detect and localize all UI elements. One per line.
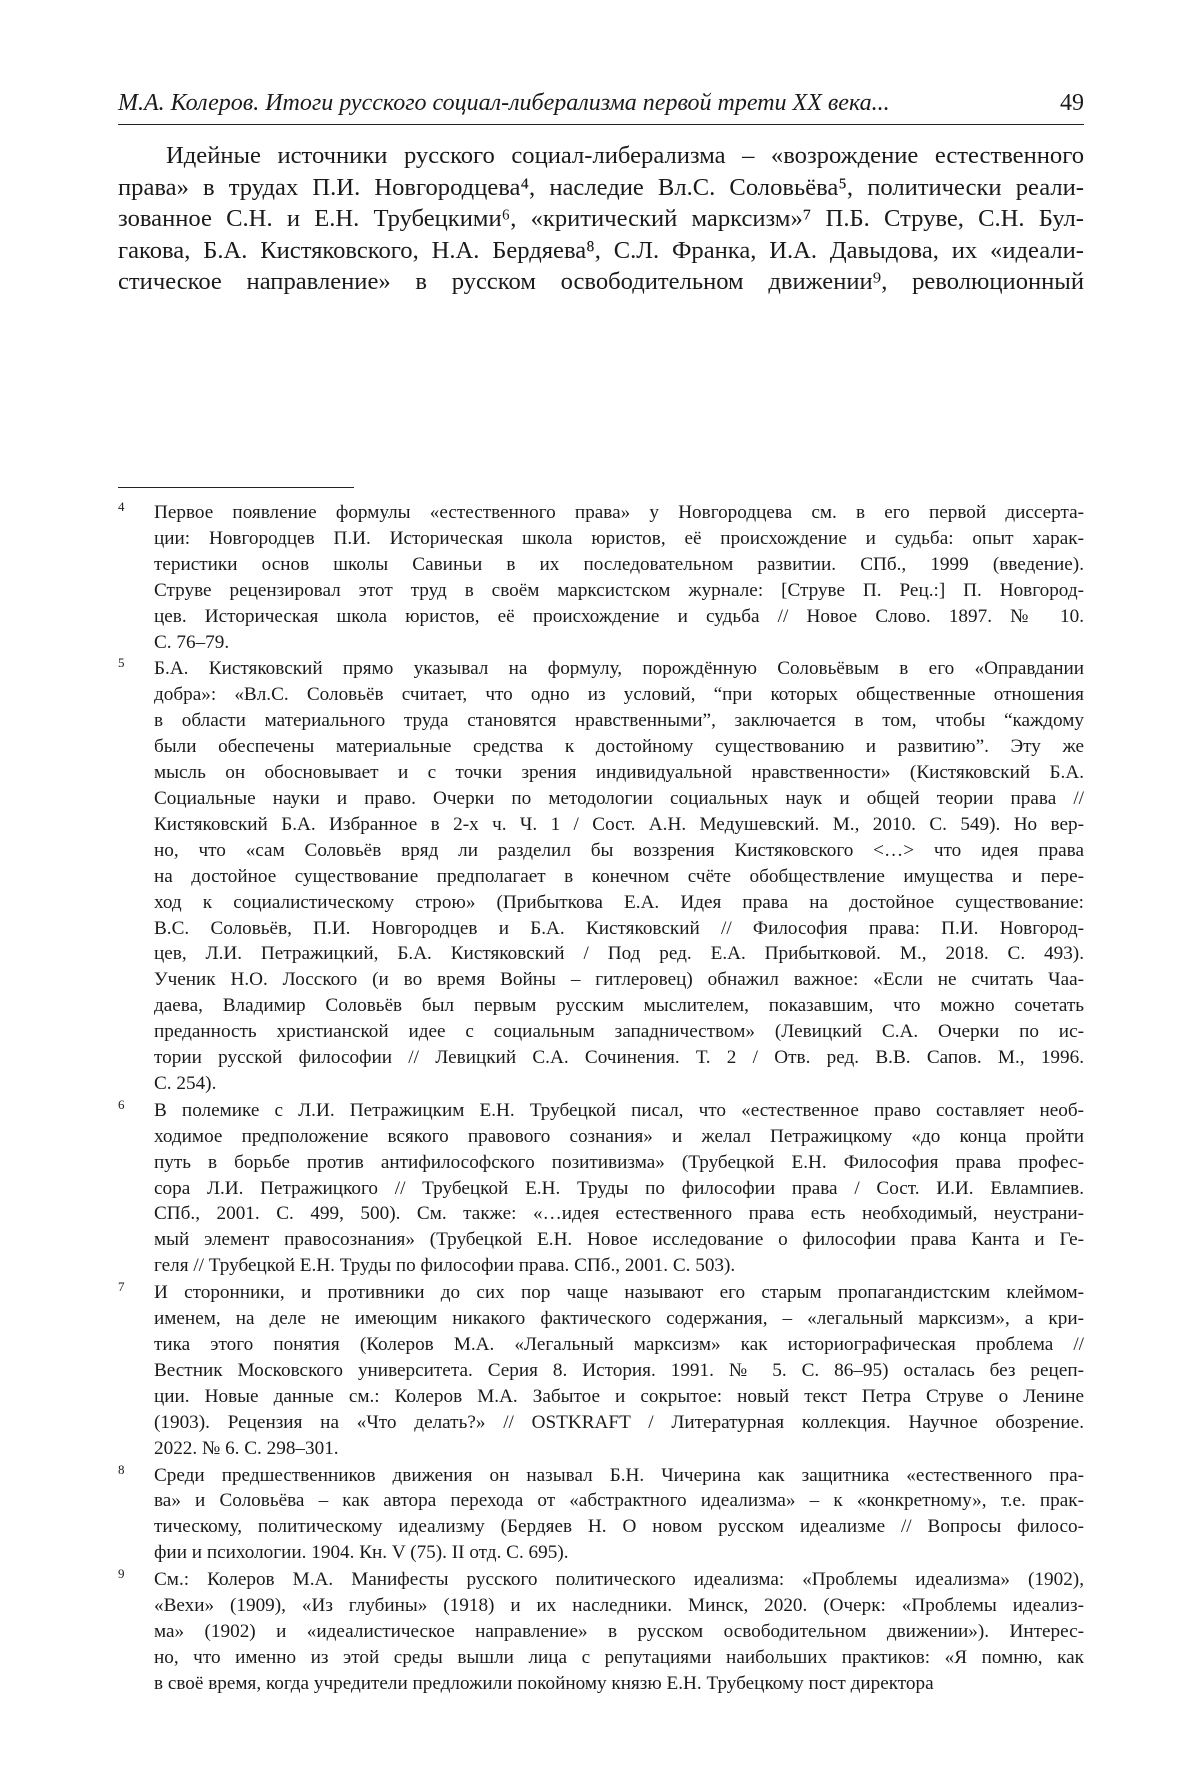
footnote-line: путь в борьбе против антифилософского позитивизма» (Трубецкой Е.Н. Философия права профес-	[154, 1151, 1084, 1173]
footnote-line: ции: Новгородцев П.И. Историческая школа юристов, её происхождение и судьба: опыт харак-	[154, 527, 1084, 549]
footnote-7	[118, 1280, 1084, 1461]
footnote-line: цев, Л.И. Петражицкий, Б.А. Кистяковский / Под ред. Е.А. Прибытковой. М., 2018. С. 493).	[154, 943, 1084, 965]
footnote-line: Среди предшественников движения он называл Б.Н. Чичерина как защитника «естественного пра-	[154, 1464, 1084, 1486]
footnote-line: Кистяковский Б.А. Избранное в 2-х ч. Ч. 1 / Сост. А.Н. Медушевский. М., 2010. С. 549). Но вер-	[154, 813, 1084, 835]
footnote-line: См.: Колеров М.А. Манифесты русского политического идеализма: «Проблемы идеализма» (1902),	[154, 1569, 1084, 1591]
footnote-number: 5	[118, 655, 125, 671]
footnote-line: И сторонники, и противники до сих пор чаще называют его старым пропагандистским клеймом-	[154, 1282, 1084, 1304]
footnote-separator	[118, 487, 354, 488]
footnote-text	[154, 1567, 1084, 1697]
body-line: зованное С.Н. и Е.Н. Трубецкими⁶, «критический марксизм»⁷ П.Б. Струве, С.Н. Бул-	[118, 205, 1084, 232]
footnote-line: Ученик Н.О. Лосского (и во время Войны – гитлеровец) обнажил важное: «Если не считать Чаа-	[154, 969, 1084, 991]
footnote-line: тории русской философии // Левицкий С.А. Сочинения. Т. 2 / Отв. ред. В.В. Сапов. М., 1996.	[154, 1047, 1084, 1069]
footnote-4	[118, 500, 1084, 655]
footnote-number: 7	[118, 1279, 125, 1295]
footnote-line: тическому, политическому идеализму (Бердяев Н. О новом русском идеализме // Вопросы филосо-	[154, 1516, 1084, 1538]
footnote-line: на достойное существование предполагает в конечном счёте обобществление имущества и пере-	[154, 865, 1084, 887]
footnote-line: геля // Трубецкой Е.Н. Труды по философии права. СПб., 2001. С. 503).	[154, 1255, 736, 1277]
footnote-line: Вестник Московского университета. Серия 8. История. 1991. № 5. С. 86–95) осталась без рецеп-	[154, 1359, 1084, 1381]
footnote-line: В полемике с Л.И. Петражицким Е.Н. Трубецкой писал, что «естественное право составляет необ-	[154, 1099, 1084, 1121]
body-line: гакова, Б.А. Кистяковского, Н.А. Бердяева⁸, С.Л. Франка, И.А. Давыдова, их «идеали-	[118, 236, 1084, 264]
footnote-line: преданность христианской идее с социальным западничеством» (Левицкий С.А. Очерки по ис-	[154, 1021, 1084, 1043]
footnote-number: 9	[118, 1566, 125, 1582]
footnote-line: СПб., 2001. С. 499, 500). См. также: «…идея естественного права есть необходимый, неустрани-	[154, 1203, 1084, 1225]
footnote-line: В.С. Соловьёв, П.И. Новгородцев и Б.А. Кистяковский // Философия права: П.И. Новгород-	[154, 917, 1084, 939]
footnote-line: но, что именно из этой среды вышли лица с репутациями наибольших практиков: «Я помню, как	[154, 1646, 1084, 1668]
footnote-line: сора Л.И. Петражицкого // Трубецкой Е.Н. Труды по философии права / Сост. И.И. Евлампиев.	[154, 1177, 1084, 1199]
footnote-line: мый элемент правосознания» (Трубецкой Е.Н. Новое исследование о философии права Канта и Ге-	[154, 1229, 1084, 1251]
page-number: 49	[1060, 90, 1084, 116]
footnote-line: С. 76–79.	[154, 631, 230, 653]
footnote-line: были обеспечены материальные средства к достойному существованию и развитию”. Эту же	[154, 736, 1084, 758]
running-header	[118, 88, 1084, 125]
footnote-line: но, что «сам Соловьёв вряд ли разделил бы воззрения Кистяковского <…> что идея права	[154, 839, 1084, 861]
footnote-9	[118, 1567, 1084, 1697]
footnote-line: 2022. № 6. С. 298–301.	[154, 1437, 339, 1459]
footnote-line: ход к социалистическому строю» (Прибыткова Е.А. Идея права на достойное существование:	[154, 891, 1084, 913]
footnote-text	[154, 1463, 1084, 1567]
footnote-line: даева, Владимир Соловьёв был первым русским мыслителем, показавшим, что можно сочетать	[154, 995, 1084, 1017]
footnote-line: (1903). Рецензия на «Что делать?» // OSTKRAFT / Литературная коллекция. Научное обозрение.	[154, 1411, 1084, 1433]
footnote-line: Первое появление формулы «естественного права» у Новгородцева см. в его первой диссерта-	[154, 502, 1084, 523]
footnote-line: цев. Историческая школа юристов, её происхождение и судьба // Новое Слово. 1897. № 10.	[154, 605, 1084, 627]
footnote-line: ходимое предположение всякого правового сознания» и желал Петражицкому «до конца пройти	[154, 1125, 1084, 1147]
footnote-line: Струве рецензировал этот труд в своём марксистском журнале: [Струве П. Рец.:] П. Новгород-	[154, 579, 1084, 601]
footnote-line: именем, на деле не имеющим никакого фактического содержания, – «легальный марксизм», а кри-	[154, 1308, 1084, 1330]
footnote-5	[118, 656, 1084, 1096]
running-title: М.А. Колеров. Итоги русского социал-либерализма первой трети XX века...	[118, 90, 890, 116]
footnote-line: фии и психологии. 1904. Кн. V (75). II отд. С. 695).	[154, 1542, 569, 1564]
footnote-line: ма» (1902) и «идеалистическое направление» в русском освободительном движении»). Интерес-	[154, 1620, 1084, 1642]
footnote-line: в области материального труда становятся нравственными”, заключается в том, чтобы “каждому	[154, 710, 1084, 732]
footnote-number: 4	[118, 499, 125, 514]
footnote-line: тика этого понятия (Колеров М.А. «Легальный марксизм» как историографическая проблема //	[154, 1334, 1084, 1355]
footnote-line: добра»: «Вл.С. Соловьёв считает, что одно из условий, “при которых общественные отношения	[154, 684, 1084, 706]
body-paragraph	[118, 140, 1084, 298]
footnote-line: Социальные науки и право. Очерки по методологии социальных наук и общей теории права //	[154, 787, 1084, 809]
body-line: стическое направление» в русском освободительном движении⁹, революционный	[118, 268, 1084, 295]
footnote-line: в своё время, когда учредители предложили покойному князю Е.Н. Трубецкому пост директора	[154, 1672, 934, 1694]
body-line: Идейные источники русского социал-либерализма – «возрождение естественного	[166, 142, 1084, 169]
footnote-number: 8	[118, 1461, 125, 1477]
footnote-text	[154, 1098, 1084, 1279]
footnote-text	[154, 500, 1084, 655]
footnote-number: 6	[118, 1096, 125, 1112]
footnote-line: Б.А. Кистяковский прямо указывал на формулу, порождённую Соловьёвым в его «Оправдании	[154, 658, 1084, 680]
footnote-line: мысль он обосновывает и с точки зрения индивидуальной нравственности» (Кистяковский Б.А.	[154, 762, 1084, 784]
footnote-6	[118, 1098, 1084, 1279]
footnote-line: ции. Новые данные см.: Колеров М.А. Забытое и сокрытое: новый текст Петра Струве о Ленине	[154, 1385, 1084, 1407]
footnote-line: ва» и Соловьёва – как автора перехода от «абстрактного идеализма» – к «конкретному», т.е. прак-	[154, 1490, 1084, 1512]
footnote-line: теристики основ школы Савиньи в их последовательном развитии. СПб., 1999 (введение).	[154, 553, 1084, 575]
footnote-line: «Вехи» (1909), «Из глубины» (1918) и их наследники. Минск, 2020. (Очерк: «Проблемы идеализ-	[154, 1595, 1084, 1617]
footnote-text	[154, 656, 1084, 1096]
footnote-8	[118, 1463, 1084, 1567]
body-line: права» в трудах П.И. Новгородцева⁴, наследие Вл.С. Соловьёва⁵, политически реали-	[118, 173, 1084, 201]
footnotes	[118, 500, 1084, 1698]
footnote-text	[154, 1280, 1084, 1461]
footnote-line: С. 254).	[154, 1072, 217, 1094]
